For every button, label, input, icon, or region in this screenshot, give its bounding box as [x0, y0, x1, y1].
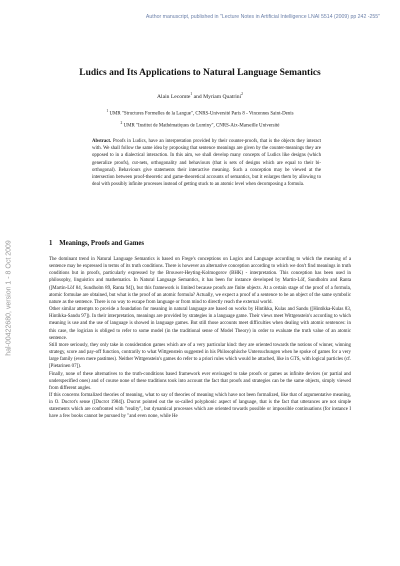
section-heading — [49, 240, 144, 247]
affiliation-1: UMR "Structures Formelles de la Langue", CNRS-Université Paris 8 - Vincennes Saint-Denis — [109, 111, 294, 117]
hal-identifier — [3, 240, 15, 356]
authors: Alain Lecomte$^1$ and Myriam Quatrini$^2$ — [157, 92, 243, 100]
section-title: Meanings, Proofs and Games — [59, 240, 145, 247]
paragraph: Still more seriously, they only take in consideration games which are of a very particular kind: they are oriented towards the notions of winner, winning strategy, score and pay-off function, contrarily to what Wittgenstein suggested in his Philosophische Untersuchungen when he spoke of games for a very large family (even mere pastimes). Neither Wittgenstein's games do refer to a priori rules which would be attached, like in GTS, with logical particles (cf. [Pietarinen 07]). — [49, 342, 351, 370]
affiliations: $^1$ UMR "Structures Formelles de la Langue", CNRS-Université Paris 8 - Vincennes Saint-Denis $^2$ UMR "Institut de Mathématiques de Luminy", CNRS-Aix-Marseille Université — [106, 109, 294, 129]
abstract-label: Abstract. — [92, 139, 112, 144]
author-1: Alain Lecomte — [157, 93, 191, 100]
abstract — [92, 138, 321, 188]
paragraph: Finally, none of these alternatives to the truth-conditions based framework ever envisaged to take proofs or games as infinite devices (or partial and underspecified ones) and of course none of these traditions took into account the fact that proofs and strategies can be the same objects, simply viewed from different angles. — [49, 371, 351, 391]
manuscript-note: Author manuscript, published in "Lecture Notes in Artificial Intelligence LNAI 5514 (2009) pp 242 -255" — [145, 14, 380, 20]
section-number: 1 — [49, 240, 53, 247]
affiliation-2: UMR "Institut de Mathématiques de Luminy", CNRS-Aix-Marseille Université — [123, 123, 280, 129]
hal-identifier-text: hal-00422680, version 1 - 8 Oct 2009 — [5, 240, 13, 356]
abstract-text: Proofs in Ludics, have an interpretation provided by their counter-proofs, that is the objects they interact with. We shall follow the same idea by proposing that sentence meanings are given by the counter-meanings they are opposed to in a dialectical interaction. In this aim, we shall develop many concepts of Ludics like designs (which generalize proofs), cut-nets, orthogonality and behaviours (that is sets of designs which are equal to their bi-orthogonal). Behaviours give statements their interactive meaning. Such a conception may be viewed at the intersection between proof-theoretic and game-theoretical accounts of semantics, but it enlarges them by allowing to deal with possibly infinite processes instead of getting stuck to an atomic level when decomposing a formula. — [92, 139, 322, 188]
author-2: and Myriam Quatrini — [193, 93, 242, 100]
paragraph: Other similar attempts to provide a foundation for meaning in natural language are based on works by Hintikka, Kulas and Sandu ([Hintikka-Kulas 83, Hintikka-Sandu 97]). In their interpretation, meanings are provided by strategies in a language game. Their views meet Wittgenstein's according to which meaning is use and the use of language is showed in language games. But still those accounts meet difficulties when dealing with atomic sentences: in this case, the logician is obliged to refer to some model (in the traditional sense of Model Theory) in order to evaluate the truth value of an atomic sentence. — [49, 307, 351, 341]
paper-title: Ludics and Its Applications to Natural Language Semantics — [79, 68, 321, 78]
section-body — [49, 256, 351, 421]
paragraph: If this concerns formalized theories of meaning, what to say of theories of meaning which have not been formalized, like that of argumentative meaning, in O. Ducrot's sense ([Ducrot 1984]). Ducrot pointed out the so-called polyphonic aspect of language, that is the fact that utterances are not simple statements which are confronted with "reality", but dynamical processes which are oriented towards possible or impossible continuations (for instance I have a few books cannot be pursued by "and even none, while He — [49, 392, 351, 420]
paragraph: The dominant trend in Natural Language Semantics is based on Frege's conceptions on Logics and Language according to which the meaning of a sentence may be expressed in terms of its truth conditions. There is however an alternative conception according to which we don't find meanings in truth conditions but in proofs, particularly expressed by the Brouwer-Heyting-Kolmogorov (BHK) - interpretation. This conception has been used in philosophy, linguistics and mathematics. In Natural Language Semantics, it has been for instance developed by Martin-Löf, Sundholm and Ranta ([Martin-Löf 84, Sundholm 89, Ranta 94]), but this framework is limited because proofs are finite objects. At a certain stage of the proof of a formula, atomic formulae are obtained, but what is the proof of an atomic formula? Actually, we expect a proof of a sentence to be an object of the same symbolic nature as the sentence. There is no way to escape from language or from mind to directly reach the external world. — [49, 257, 351, 305]
